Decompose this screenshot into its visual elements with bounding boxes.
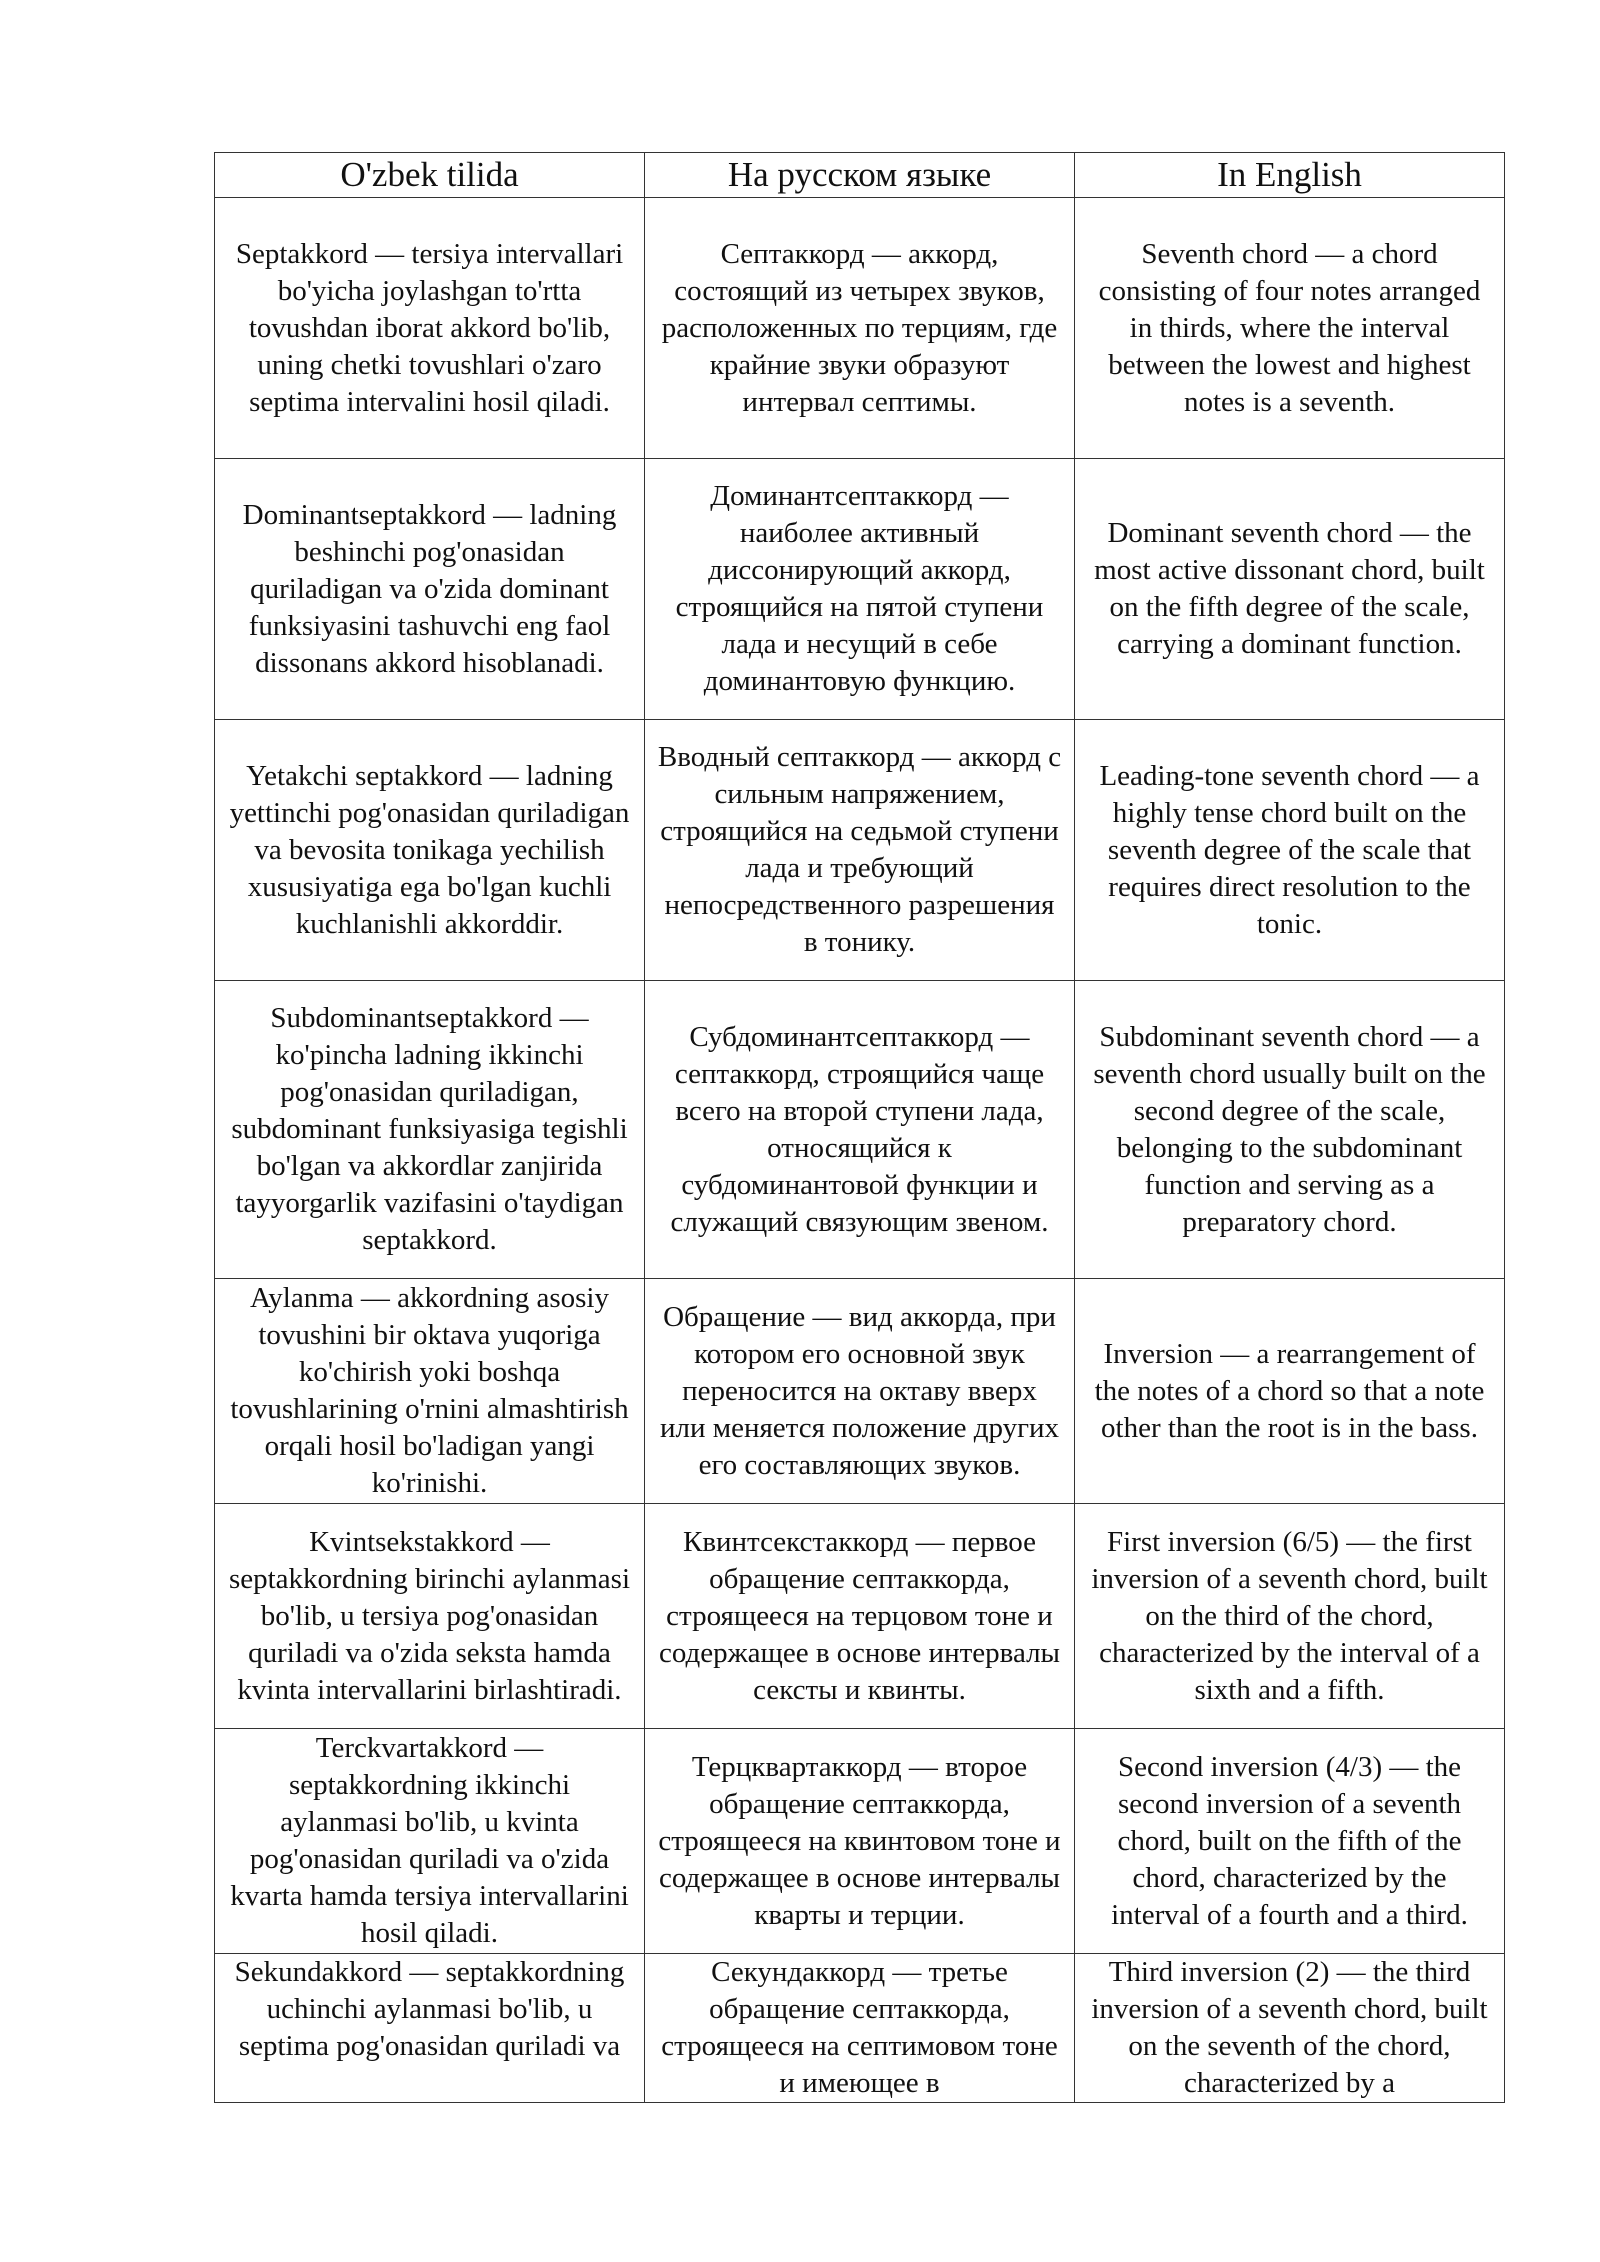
table-row	[215, 1729, 1505, 1954]
header-english: In English	[1075, 153, 1505, 198]
cell-text: Секундаккорд — третье обращение септаккорда, строящееся на септимовом тоне и имеющее в	[661, 1956, 1058, 2099]
glossary-table	[214, 152, 1505, 2103]
cell-english	[1075, 1279, 1505, 1504]
cell-text: Обращение — вид аккорда, при котором его основной звук переносится на октаву вверх или меняется положение других его составляющих звуков.	[659, 1300, 1060, 1481]
cell-english	[1075, 720, 1505, 981]
cell-english	[1075, 459, 1505, 720]
cell-english	[1075, 1504, 1505, 1729]
cell-russian	[645, 1279, 1075, 1504]
cell-text: Септаккорд — аккорд, состоящий из четырех звуков, расположенных по терциям, где крайние звуки образуют интервал септимы.	[661, 237, 1058, 418]
cell-text: Leading-tone seventh chord — a highly tense chord built on the seventh degree of the scale that requires direct resolution to the tonic.	[1099, 759, 1480, 940]
cell-english	[1075, 981, 1505, 1279]
cell-uzbek	[215, 1954, 645, 2103]
table-header-row	[215, 153, 1505, 198]
cell-uzbek	[215, 1729, 645, 1954]
cell-text: First inversion (6/5) — the first inversion of a seventh chord, built on the third of the chord, characterized by the interval of a sixth and a fifth.	[1091, 1525, 1488, 1706]
cell-russian	[645, 1729, 1075, 1954]
cell-russian	[645, 1954, 1075, 2103]
cell-uzbek	[215, 459, 645, 720]
cell-text: Квинтсекстаккорд — первое обращение септаккорда, строящееся на терцовом тоне и содержащее в основе интервалы сексты и квинты.	[658, 1525, 1061, 1706]
cell-text: Субдоминантсептаккорд — септаккорд, строящийся чаще всего на второй ступени лада, относящийся к субдоминантовой функции и служащий связующим звеном.	[670, 1020, 1049, 1238]
cell-uzbek	[215, 1279, 645, 1504]
cell-text: Yetakchi septakkord — ladning yettinchi pog'onasidan quriladigan va bevosita tonikaga yechilish xususiyatiga ega bo'lgan kuchli kuchlanishli akkorddir.	[229, 759, 630, 940]
cell-text: Subdominant seventh chord — a seventh chord usually built on the second degree of the scale, belonging to the subdominant function and serving as a preparatory chord.	[1093, 1020, 1486, 1238]
table-row	[215, 198, 1505, 459]
header-uzbek: O'zbek tilida	[215, 153, 645, 198]
cell-text: Aylanma — akkordning asosiy tovushini bir oktava yuqoriga ko'chirish yoki boshqa tovushlarining o'rnini almashtirish orqali hosil bo'ladigan yangi ko'rinishi.	[230, 1282, 629, 1499]
cell-russian	[645, 459, 1075, 720]
header-russian: На русском языке	[645, 153, 1075, 198]
cell-text: Subdominantseptakkord — ko'pincha ladning ikkinchi pog'onasidan quriladigan, subdominant funksiyasiga tegishli bo'lgan va akkordlar zanjirida tayyorgarlik vazifasini o'taydigan septakkord.	[231, 1002, 628, 1256]
table-row	[215, 720, 1505, 981]
cell-english	[1075, 1954, 1505, 2103]
cell-text: Terckvartakkord — septakkordning ikkinchi aylanmasi bo'lib, u kvinta pog'onasidan quriladi va o'zida kvarta hamda tersiya intervallarini hosil qiladi.	[230, 1732, 629, 1949]
cell-russian	[645, 720, 1075, 981]
cell-russian	[645, 198, 1075, 459]
table-row	[215, 1504, 1505, 1729]
cell-russian	[645, 981, 1075, 1279]
cell-text: Dominantseptakkord — ladning beshinchi pog'onasidan quriladigan va o'zida dominant funksiyasini tashuvchi eng faol dissonans akkord hisoblanadi.	[242, 498, 617, 679]
table-row	[215, 981, 1505, 1279]
cell-english	[1075, 1729, 1505, 1954]
cell-text: Доминантсептаккорд — наиболее активный диссонирующий аккорд, строящийся на пятой ступени лада и несущий в себе доминантовую функцию.	[675, 480, 1044, 697]
cell-uzbek	[215, 981, 645, 1279]
cell-text: Вводный септаккорд — аккорд с сильным напряжением, строящийся на седьмой ступени лада и требующий непосредственного разрешения в тонику.	[657, 741, 1062, 958]
cell-uzbek	[215, 1504, 645, 1729]
cell-uzbek	[215, 198, 645, 459]
table-row	[215, 459, 1505, 720]
cell-uzbek	[215, 720, 645, 981]
cell-text: Seventh chord — a chord consisting of four notes arranged in thirds, where the interval between the lowest and highest notes is a seventh.	[1098, 237, 1481, 418]
table-row	[215, 1954, 1505, 2103]
cell-text: Dominant seventh chord — the most active dissonant chord, built on the fifth degree of the scale, carrying a dominant function.	[1094, 517, 1485, 660]
cell-russian	[645, 1504, 1075, 1729]
cell-text: Second inversion (4/3) — the second inversion of a seventh chord, built on the fifth of the chord, characterized by the interval of a fourth and a third.	[1111, 1750, 1468, 1931]
cell-text: Sekundakkord — septakkordning uchinchi aylanmasi bo'lib, u septima pog'onasidan quriladi va	[234, 1956, 625, 2062]
cell-text: Kvintsekstakkord — septakkordning birinchi aylanmasi bo'lib, u tersiya pog'onasidan quriladi va o'zida seksta hamda kvinta intervallarini birlashtiradi.	[228, 1525, 631, 1706]
cell-text: Third inversion (2) — the third inversion of a seventh chord, built on the seventh of the chord, characterized by a	[1091, 1956, 1488, 2099]
table-row	[215, 1279, 1505, 1504]
cell-text: Inversion — a rearrangement of the notes of a chord so that a note other than the root is in the bass.	[1094, 1337, 1485, 1444]
cell-text: Septakkord — tersiya intervallari bo'yicha joylashgan to'rtta tovushdan iborat akkord bo'lib, uning chetki tovushlari o'zaro septima intervalini hosil qiladi.	[235, 237, 624, 418]
cell-text: Терцквартаккорд — второе обращение септаккорда, строящееся на квинтовом тоне и содержащее в основе интервалы кварты и терции.	[658, 1750, 1061, 1931]
cell-english	[1075, 198, 1505, 459]
